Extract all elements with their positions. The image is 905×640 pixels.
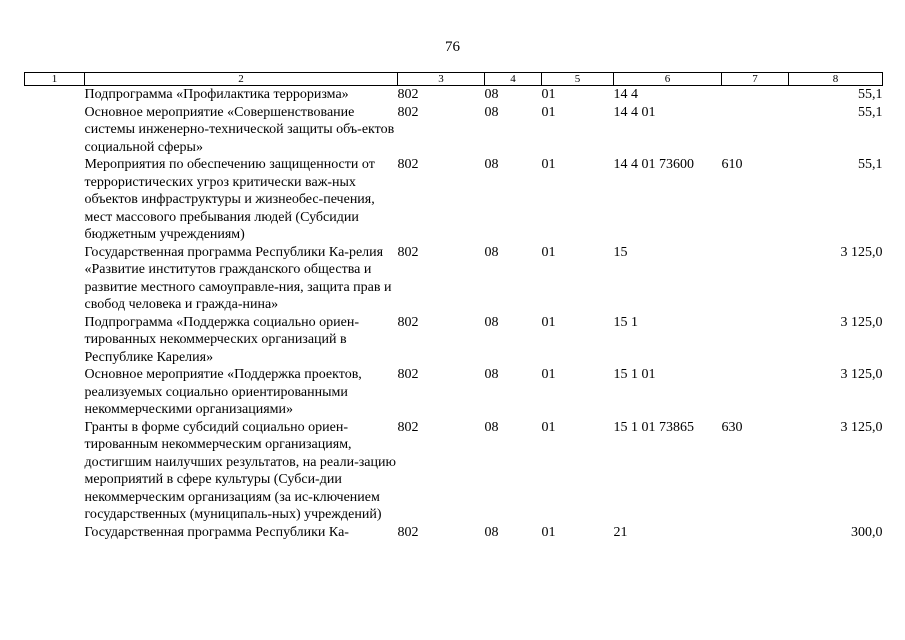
header-col-4: 4 — [485, 73, 542, 86]
cell-ministry-code: 802 — [397, 367, 419, 382]
cell-ministry-code: 802 — [397, 314, 419, 330]
header-col-3: 3 — [398, 73, 485, 86]
cell-sum: 55,1 — [858, 104, 883, 120]
cell-subsection: 01 — [541, 419, 556, 435]
cell-col-1 — [25, 86, 85, 104]
table-row — [25, 86, 883, 104]
cell-col-1 — [25, 104, 85, 157]
budget-table — [24, 72, 883, 541]
cell-section: 08 — [484, 314, 499, 330]
table-row — [25, 524, 883, 542]
cell-subsection: 01 — [541, 244, 556, 260]
cell-name: Гранты в форме субсидий социально ориен-тированным некоммерческим организациям, достигшим наилучших результатов, на реали-зацию мероприятий в сфере культуры (Субси-дии некоммерческим организациям (за ис-ключением государственных (муниципаль-ных) учреждений) — [84, 419, 396, 522]
cell-section: 08 — [484, 87, 499, 102]
cell-target-article: 15 1 01 — [613, 367, 656, 382]
cell-sum: 3 125,0 — [840, 244, 883, 260]
cell-expense-type — [722, 244, 789, 314]
cell-section: 08 — [484, 157, 499, 172]
cell-sum: 55,1 — [858, 157, 883, 172]
header-col-5: 5 — [542, 73, 614, 86]
cell-expense-type: 630 — [721, 419, 743, 435]
cell-expense-type: 610 — [721, 157, 743, 172]
cell-target-article: 21 — [613, 524, 628, 540]
cell-col-1 — [25, 366, 85, 419]
cell-name: Подпрограмма «Поддержка социально ориен-тированных некоммерческих организаций в Республике Карелия» — [84, 314, 360, 365]
cell-ministry-code: 802 — [397, 104, 419, 120]
cell-expense-type — [722, 366, 789, 419]
cell-target-article: 14 4 01 73600 — [613, 157, 694, 172]
cell-col-1 — [25, 314, 85, 367]
header-col-8: 8 — [789, 73, 883, 86]
header-row — [25, 73, 883, 86]
cell-col-1 — [25, 156, 85, 244]
cell-expense-type — [722, 314, 789, 367]
cell-target-article: 14 4 01 — [613, 104, 656, 120]
table-row — [25, 314, 883, 367]
table-header — [25, 73, 883, 86]
cell-subsection: 01 — [541, 104, 556, 120]
cell-expense-type — [722, 104, 789, 157]
header-col-6: 6 — [614, 73, 722, 86]
cell-section: 08 — [484, 244, 499, 260]
table-row — [25, 419, 883, 524]
header-col-2: 2 — [85, 73, 398, 86]
cell-name: Основное мероприятие «Совершенствование системы инженерно-технической защиты объ-ектов социальной сферы» — [84, 104, 395, 155]
cell-ministry-code: 802 — [397, 524, 419, 540]
table-body — [25, 86, 883, 542]
cell-subsection: 01 — [541, 524, 556, 540]
table-row — [25, 366, 883, 419]
cell-sum: 55,1 — [858, 87, 883, 102]
cell-section: 08 — [484, 524, 499, 540]
cell-col-1 — [25, 244, 85, 314]
cell-expense-type — [722, 86, 789, 104]
cell-target-article: 15 — [613, 244, 628, 260]
cell-sum: 3 125,0 — [840, 419, 883, 435]
cell-sum: 3 125,0 — [840, 314, 883, 330]
cell-subsection: 01 — [541, 367, 556, 382]
cell-section: 08 — [484, 367, 499, 382]
cell-col-1 — [25, 524, 85, 542]
cell-subsection: 01 — [541, 157, 556, 172]
cell-ministry-code: 802 — [397, 87, 419, 102]
cell-section: 08 — [484, 419, 499, 435]
header-col-1: 1 — [25, 73, 85, 86]
cell-section: 08 — [484, 104, 499, 120]
cell-name: Мероприятия по обеспечению защищенности от террористических угроз критически важ-ных объектов инфраструктуры и жизнеобес-печения, мест массового пребывания людей (Субсидии бюджетным учреждениям) — [84, 157, 375, 242]
cell-target-article: 14 4 — [613, 87, 638, 102]
header-col-7: 7 — [722, 73, 789, 86]
cell-ministry-code: 802 — [397, 419, 419, 435]
cell-sum: 3 125,0 — [840, 367, 883, 382]
cell-ministry-code: 802 — [397, 244, 419, 260]
cell-target-article: 15 1 01 73865 — [613, 419, 694, 435]
table-row — [25, 244, 883, 314]
cell-name: Основное мероприятие «Поддержка проектов, реализуемых социально ориентированными некоммерческими организациями» — [84, 367, 362, 417]
table-row — [25, 104, 883, 157]
cell-name: Государственная программа Республики Ка- — [84, 524, 349, 540]
cell-subsection: 01 — [541, 87, 556, 102]
table-row — [25, 156, 883, 244]
cell-name: Государственная программа Республики Ка-релия «Развитие институтов гражданского общества и развитие местного самоуправле-ния, защита прав и свобод человека и гражда-нина» — [84, 244, 392, 312]
cell-name: Подпрограмма «Профилактика терроризма» — [84, 87, 349, 102]
cell-expense-type — [722, 524, 789, 542]
page-number: 76 — [445, 39, 460, 55]
cell-sum: 300,0 — [851, 524, 883, 540]
cell-subsection: 01 — [541, 314, 556, 330]
cell-col-1 — [25, 419, 85, 524]
cell-ministry-code: 802 — [397, 157, 419, 172]
cell-target-article: 15 1 — [613, 314, 638, 330]
